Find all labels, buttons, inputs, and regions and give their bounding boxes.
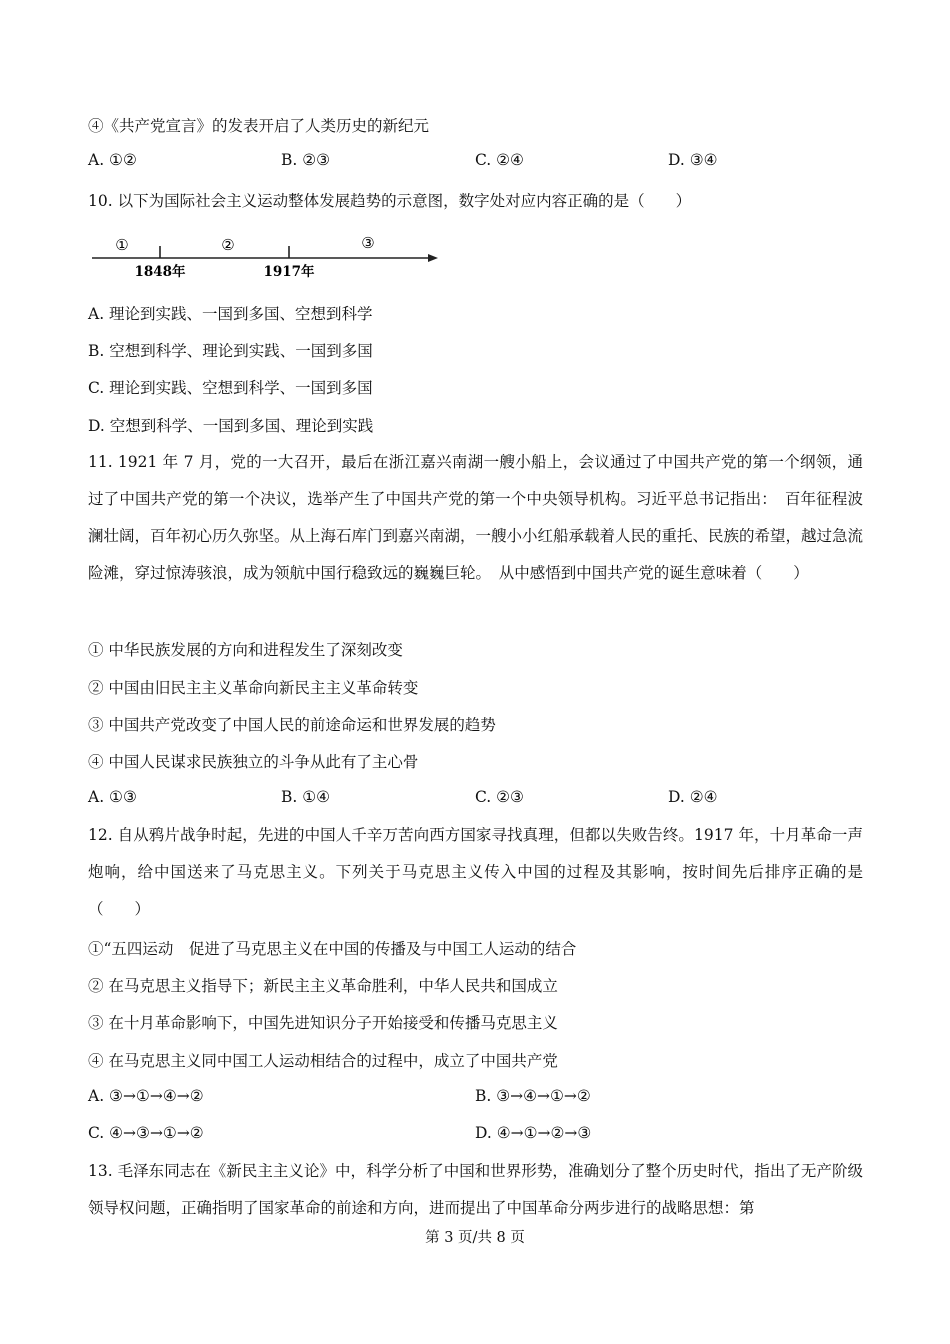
q12-statement-4: ④ 在马克思主义同中国工人运动相结合的过程中，成立了中国共产党 bbox=[88, 1052, 558, 1070]
q11-option-d: D. ②④ bbox=[668, 788, 718, 806]
q12-option-b: B. ③→④→①→② bbox=[475, 1087, 591, 1105]
q9-option-b: B. ②③ bbox=[281, 151, 331, 169]
q11-option-c: C. ②③ bbox=[475, 788, 524, 806]
q12-stem: 12. 自从鸦片战争时起，先进的中国人千辛万苦向西方国家寻找真理，但都以失败告终。1917 年，十月革命一声炮响，给中国送来了马克思主义。下列关于马克思主义传入中国的过程及其影响，按时间先后排序正确的是（ ） bbox=[88, 826, 863, 918]
q12-statement-3: ③ 在十月革命影响下，中国先进知识分子开始接受和传播马克思主义 bbox=[88, 1014, 558, 1032]
page-footer: 第 3 页/共 8 页 bbox=[425, 1230, 525, 1246]
q11-statement-2: ② 中国由旧民主主义革命向新民主主义革命转变 bbox=[88, 679, 419, 697]
q12-option-c: C. ④→③→①→② bbox=[88, 1124, 204, 1142]
q12-option-a: A. ③→①→④→② bbox=[88, 1087, 204, 1105]
timeline-arrowhead bbox=[428, 254, 438, 262]
q10-stem: 10. 以下为国际社会主义运动整体发展趋势的示意图，数字处对应内容正确的是（ ） bbox=[88, 192, 692, 210]
q11-stem: 11. 1921 年 7 月，党的一大召开，最后在浙江嘉兴南湖一艘小船上，会议通过了中国共产党的第一个纲领，通过了中国共产党的第一个决议，选举产生了中国共产党的第一个中央领导机构。习近平总书记指出： 百年征程波澜壮阔，百年初心历久弥坚。从上海石库门到嘉兴南湖，一艘小小红船承载着人民的重托、民族的希望，越过急流险滩，穿过惊涛骇浪，成为领航中国行稳致远的巍巍巨轮。 从中感悟到中国共产党的诞生意味着（ ） bbox=[88, 453, 864, 582]
timeline-label-2: ② bbox=[221, 236, 235, 254]
q11-statement-3: ③ 中国共产党改变了中国人民的前途命运和世界发展的趋势 bbox=[88, 716, 496, 734]
q11-option-b: B. ①④ bbox=[281, 788, 331, 806]
q9-option-c: C. ②④ bbox=[475, 151, 524, 169]
q12-statement-1: ①“五四运动 促进了马克思主义在中国的传播及与中国工人运动的结合 bbox=[88, 940, 577, 958]
q11-statement-4: ④ 中国人民谋求民族独立的斗争从此有了主心骨 bbox=[88, 753, 419, 771]
timeline-year-1917: 1917年 bbox=[263, 264, 315, 280]
q12-statement-2: ② 在马克思主义指导下；新民主主义革命胜利，中华人民共和国成立 bbox=[88, 977, 558, 995]
q9-option-a: A. ①② bbox=[88, 151, 137, 169]
q10-option-a: A. 理论到实践、一国到多国、空想到科学 bbox=[88, 305, 373, 323]
q9-statement-4: ④《共产党宣言》的发表开启了人类历史的新纪元 bbox=[88, 117, 430, 135]
timeline-diagram bbox=[88, 228, 448, 284]
q10-option-d: D. 空想到科学、一国到多国、理论到实践 bbox=[88, 417, 374, 435]
q13-stem: 13. 毛泽东同志在《新民主主义论》中，科学分析了中国和世界形势，准确划分了整个历史时代，指出了无产阶级领导权问题，正确指明了国家革命的前途和方向，进而提出了中国革命分两步进行的战略思想：第 bbox=[88, 1162, 863, 1217]
q9-option-d: D. ③④ bbox=[668, 151, 718, 169]
q12-option-d: D. ④→①→②→③ bbox=[475, 1124, 592, 1142]
q10-option-b: B. 空想到科学、理论到实践、一国到多国 bbox=[88, 342, 373, 360]
timeline-label-1: ① bbox=[115, 236, 129, 254]
q11-option-a: A. ①③ bbox=[88, 788, 137, 806]
q11-statement-1: ① 中华民族发展的方向和进程发生了深刻改变 bbox=[88, 641, 403, 659]
timeline-year-1848: 1848年 bbox=[134, 264, 186, 280]
q10-option-c: C. 理论到实践、空想到科学、一国到多国 bbox=[88, 379, 373, 397]
timeline-label-3: ③ bbox=[361, 234, 375, 252]
